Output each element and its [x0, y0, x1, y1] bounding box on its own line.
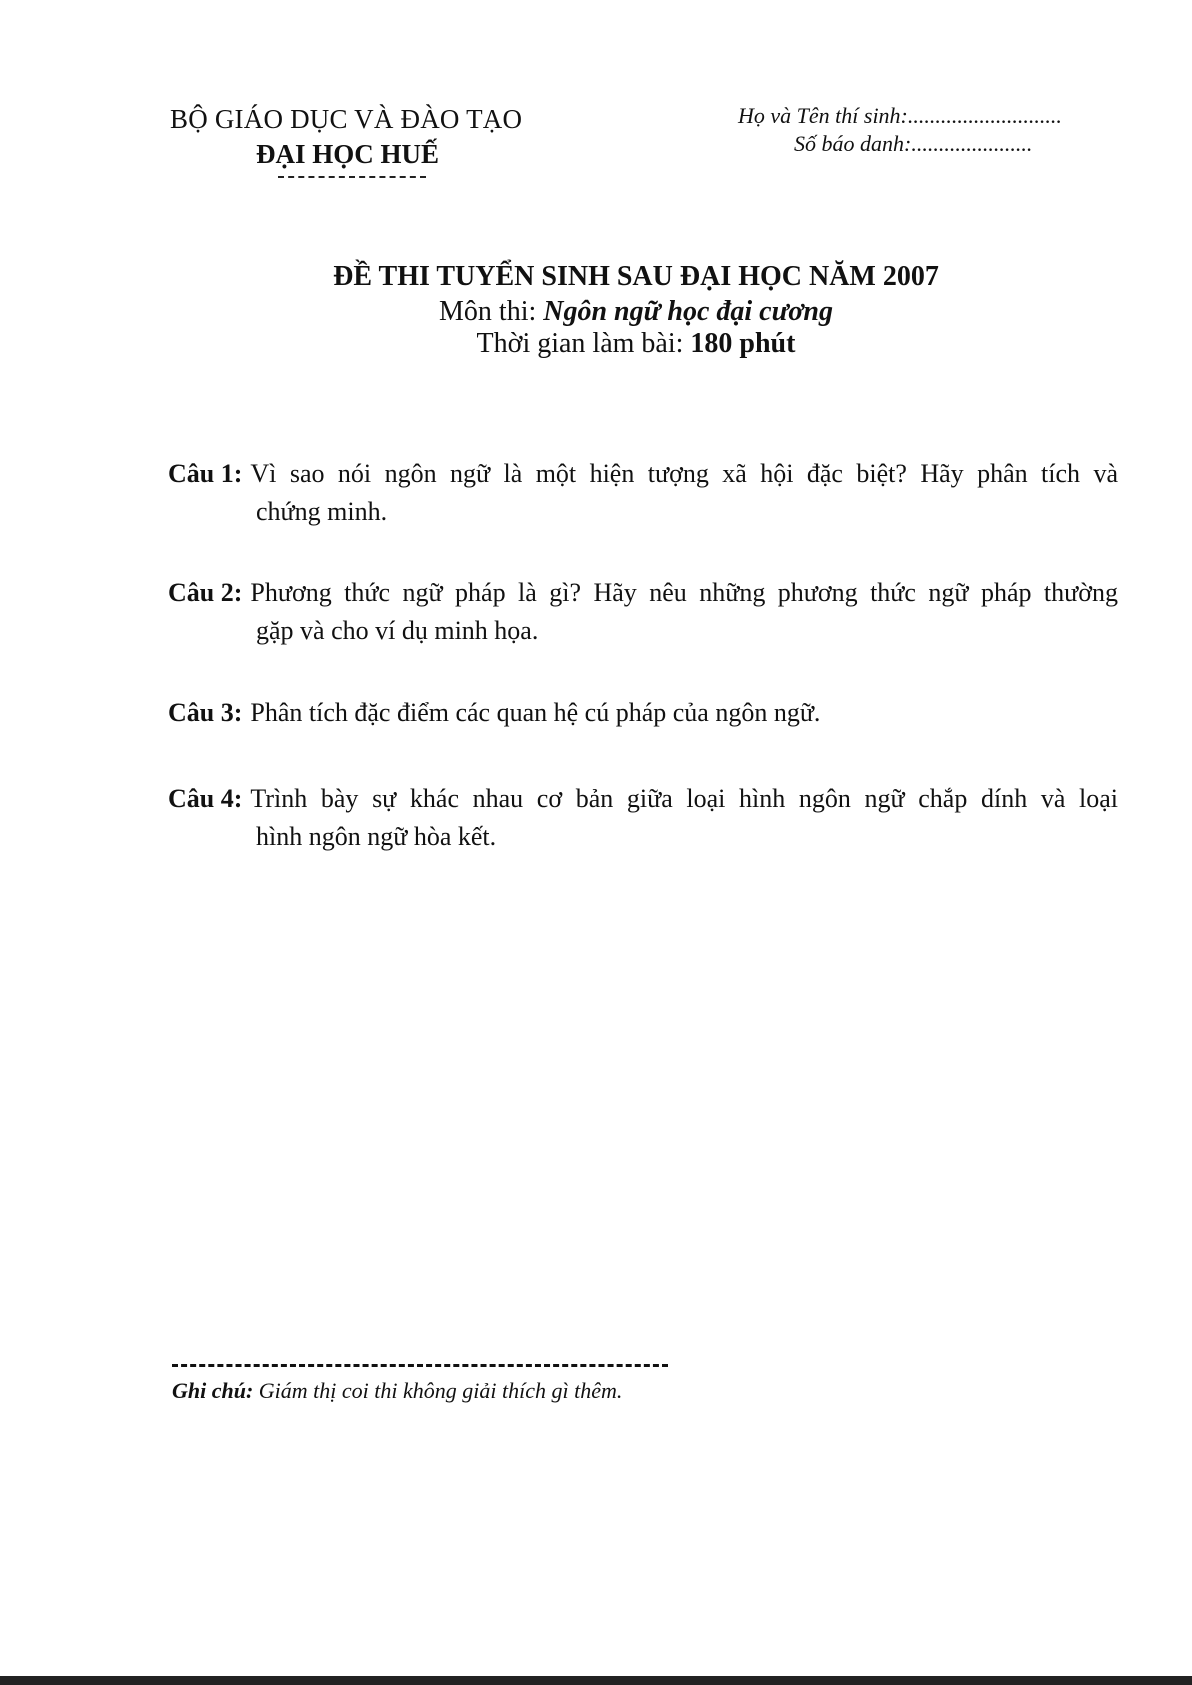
question-2	[168, 574, 1118, 650]
question-label: Câu 2:	[168, 578, 243, 607]
candidate-id-field: Số báo danh:......................	[794, 131, 1033, 156]
question-text-continued: chứng minh.	[256, 497, 388, 526]
subject-name: Ngôn ngữ học đại cương	[543, 296, 833, 327]
scan-edge	[0, 1676, 1192, 1685]
question-text: Trình bày sự khác nhau cơ bản giữa loại hình ngôn ngữ chắp dính và loại	[250, 784, 1118, 813]
ministry-name: BỘ GIÁO DỤC VÀ ĐÀO TẠO	[170, 104, 523, 134]
header-divider	[278, 176, 426, 178]
footer-divider	[172, 1364, 668, 1367]
footer-note	[172, 1378, 622, 1404]
time-value: 180 phút	[690, 328, 796, 359]
question-text: Vì sao nói ngôn ngữ là một hiện tượng xã hội đặc biệt? Hãy phân tích và	[250, 459, 1118, 488]
question-text: Phương thức ngữ pháp là gì? Hãy nêu những phương thức ngữ pháp thường	[250, 578, 1118, 607]
question-label: Câu 3:	[168, 698, 243, 727]
question-label: Câu 1:	[168, 459, 243, 488]
question-label: Câu 4:	[168, 784, 243, 813]
exam-subject	[0, 296, 1192, 328]
time-prefix: Thời gian làm bài:	[476, 328, 684, 359]
question-1	[168, 455, 1118, 531]
subject-prefix: Môn thi:	[439, 296, 537, 327]
note-text: Giám thị coi thi không giải thích gì thêm.	[258, 1378, 623, 1403]
exam-title: ĐỀ THI TUYỂN SINH SAU ĐẠI HỌC NĂM 2007	[333, 261, 939, 292]
candidate-name-field: Họ và Tên thí sinh:............................	[738, 103, 1062, 128]
question-3	[168, 694, 1118, 732]
question-text-continued: gặp và cho ví dụ minh họa.	[256, 616, 539, 645]
question-text: Phân tích đặc điểm các quan hệ cú pháp của ngôn ngữ.	[250, 698, 821, 727]
note-label: Ghi chú:	[172, 1378, 254, 1403]
question-text-continued: hình ngôn ngữ hòa kết.	[256, 822, 497, 851]
university-name: ĐẠI HỌC HUẾ	[256, 139, 440, 169]
question-4	[168, 780, 1118, 856]
exam-time	[0, 328, 1192, 360]
